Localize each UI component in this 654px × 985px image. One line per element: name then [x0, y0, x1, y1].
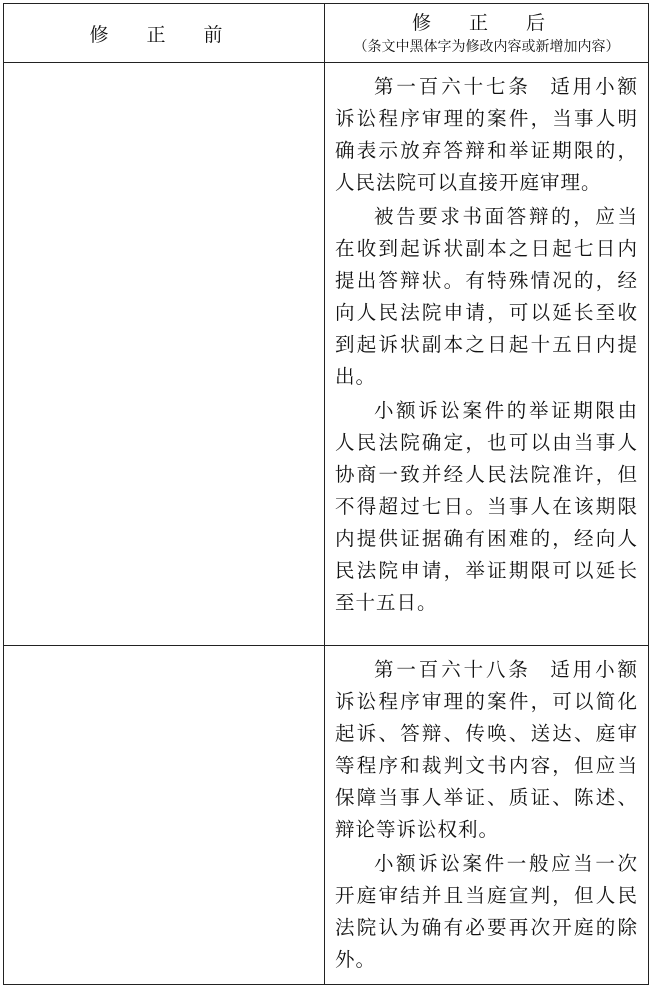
header-before: 修 正 前	[4, 4, 325, 63]
table-row	[4, 646, 649, 985]
clause-text: 适用小额诉讼程序审理的案件，当事人明确表示放弃答辩和举证期限的，人民法院可以直接开庭审理。	[335, 75, 638, 194]
clause-paragraph	[335, 395, 638, 619]
header-after-title: 修 正 后	[411, 12, 562, 34]
clause-text: 小额诉讼案件一般应当一次开庭审结并且当庭宣判，但人民法院认为确有必要再次开庭的除外。	[335, 852, 638, 971]
before-cell	[4, 646, 325, 985]
header-after	[325, 4, 649, 63]
clause-text: 被告要求书面答辩的，应当在收到起诉状副本之日起七日内提出答辩状。有特殊情况的，经向人民法院申请，可以延长至收到起诉状副本之日起十五日内提出。	[335, 205, 638, 388]
after-cell	[325, 63, 649, 646]
clause-paragraph	[335, 654, 638, 846]
header-after-note: （条文中黑体字为修改内容或新增加内容）	[353, 39, 620, 55]
comparison-table	[3, 3, 649, 985]
clause-paragraph	[335, 71, 638, 199]
clause-text: 小额诉讼案件的举证期限由人民法院确定，也可以由当事人协商一致并经人民法院准许，但不得超过七日。当事人在该期限内提供证据确有困难的，经向人民法院申请，举证期限可以延长至十五日。	[335, 399, 638, 614]
clause-text: 适用小额诉讼程序审理的案件，可以简化起诉、答辩、传唤、送达、庭审等程序和裁判文书内容，但应当保障当事人举证、质证、陈述、辩论等诉讼权利。	[335, 658, 638, 841]
table-header-row	[4, 4, 649, 63]
article-number: 第一百六十七条	[374, 75, 531, 98]
table-row	[4, 63, 649, 646]
before-cell	[4, 63, 325, 646]
after-cell	[325, 646, 649, 985]
article-number: 第一百六十八条	[374, 658, 531, 681]
clause-paragraph	[335, 201, 638, 393]
clause-paragraph	[335, 848, 638, 976]
